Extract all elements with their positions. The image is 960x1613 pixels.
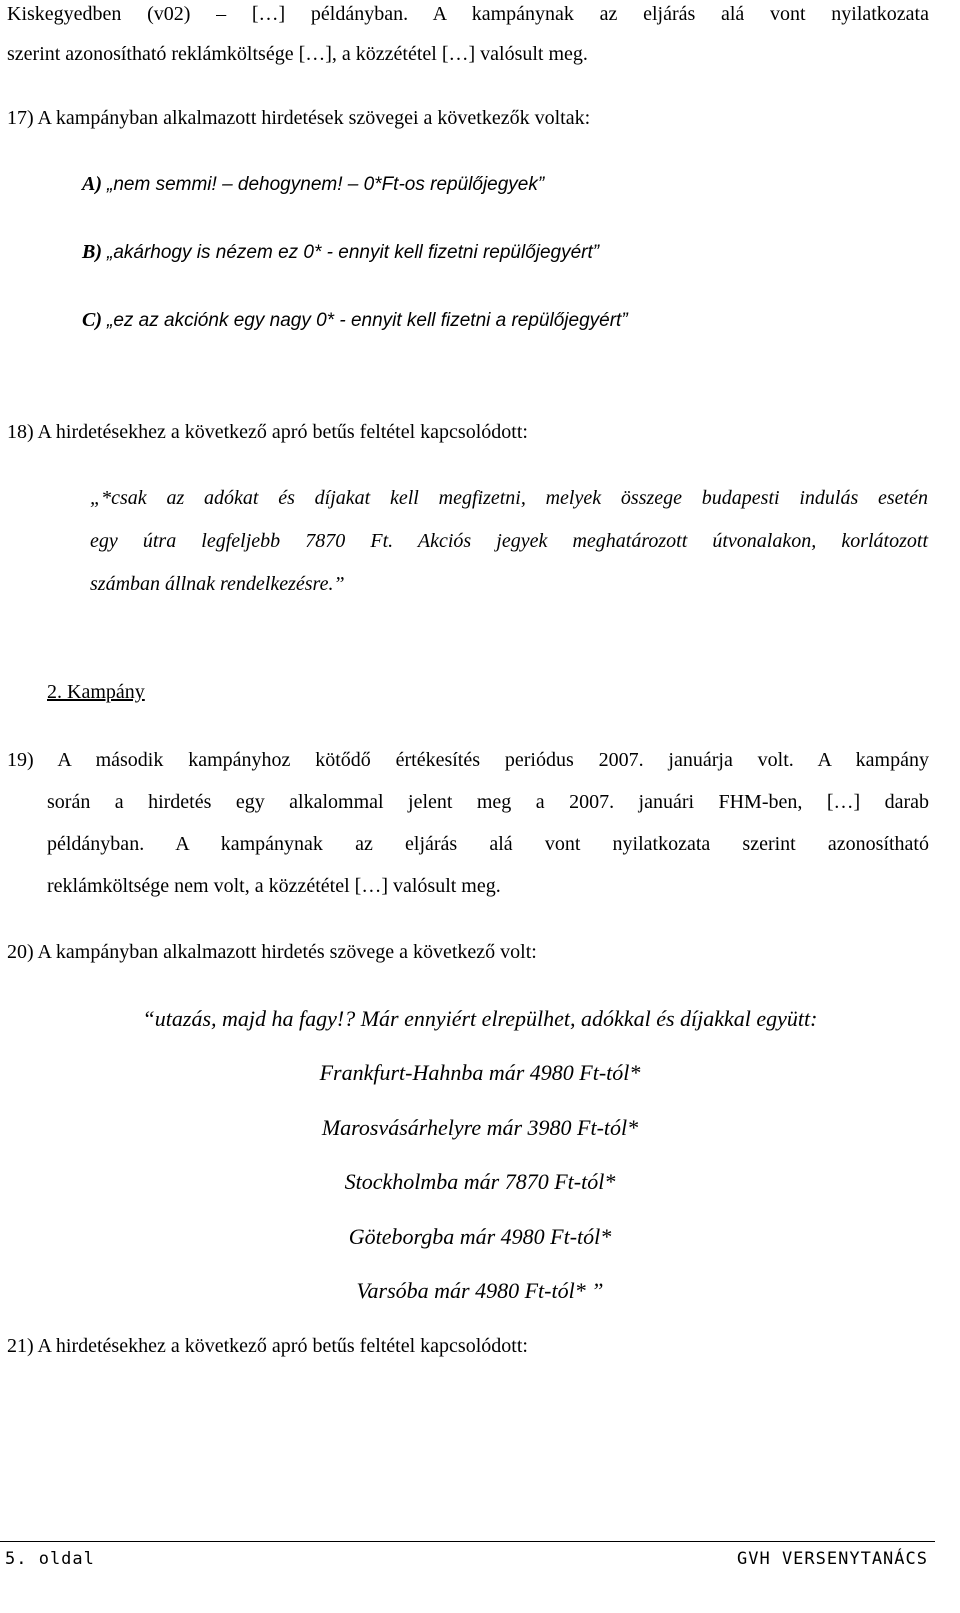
page-number: 5. oldal	[5, 1549, 95, 1569]
quote-line: számban állnak rendelkezésre.”	[90, 573, 345, 595]
paragraph-line: szerint azonosítható reklámköltsége […], a közzététel […] valósult meg.	[7, 43, 588, 65]
ad-copy-line: Frankfurt-Hahnba már 4980 Ft-tól*	[319, 1060, 641, 1085]
item-text: „ez az akciónk egy nagy 0* - ennyit kell fizetni a repülőjegyért”	[107, 310, 628, 331]
item-label: C)	[82, 309, 102, 331]
ad-copy-line: “utazás, majd ha fagy!? Már ennyiért elrepülhet, adókkal és díjakkal együtt:	[142, 1006, 818, 1031]
paragraph-21: 21) A hirdetésekhez a következő apró betűs feltétel kapcsolódott:	[7, 1335, 528, 1357]
paragraph-19-line: során a hirdetés egy alkalommal jelent meg a 2007. januári FHM-ben, […] darab	[47, 791, 929, 813]
ad-copy-line: Stockholmba már 7870 Ft-tól*	[344, 1169, 616, 1194]
ad-text-a	[82, 172, 544, 197]
paragraph-18: 18) A hirdetésekhez a következő apró betűs feltétel kapcsolódott:	[7, 421, 528, 443]
paragraph-19-line: példányban. A kampánynak az eljárás alá vont nyilatkozata szerint azonosítható	[47, 833, 929, 855]
item-label: B)	[82, 241, 102, 263]
paragraph-20: 20) A kampányban alkalmazott hirdetés szövege a következő volt:	[7, 941, 537, 963]
item-label: A)	[82, 173, 102, 195]
paragraph-19-line: 19) A második kampányhoz kötődő értékesítés periódus 2007. januárja volt. A kampány	[7, 749, 929, 771]
footer-divider	[0, 1541, 935, 1542]
ad-copy-line: Göteborgba már 4980 Ft-tól*	[348, 1224, 612, 1249]
item-text: „nem semmi! – dehogynem! – 0*Ft-os repülőjegyek”	[107, 174, 545, 195]
quote-line: egy útra legfeljebb 7870 Ft. Akciós jegyek meghatározott útvonalakon, korlátozott	[90, 530, 928, 552]
footer-organization: GVH VERSENYTANÁCS	[737, 1549, 928, 1569]
paragraph-19-line: reklámköltsége nem volt, a közzététel […] valósult meg.	[47, 875, 501, 897]
ad-text-c	[82, 308, 628, 333]
ad-copy-line: Marosvásárhelyre már 3980 Ft-tól*	[321, 1115, 639, 1140]
paragraph-line: Kiskegyedben (v02) – […] példányban. A kampánynak az eljárás alá vont nyilatkozata	[7, 3, 929, 25]
quote-line: „*csak az adókat és díjakat kell megfizetni, melyek összege budapesti indulás esetén	[90, 487, 928, 509]
section-heading: 2. Kampány	[47, 681, 145, 703]
ad-text-b	[82, 240, 599, 265]
ad-copy-line: Varsóba már 4980 Ft-tól* ”	[356, 1278, 604, 1303]
item-text: „akárhogy is nézem ez 0* - ennyit kell fizetni repülőjegyért”	[107, 242, 600, 263]
paragraph-17: 17) A kampányban alkalmazott hirdetések szövegei a következők voltak:	[7, 107, 591, 129]
